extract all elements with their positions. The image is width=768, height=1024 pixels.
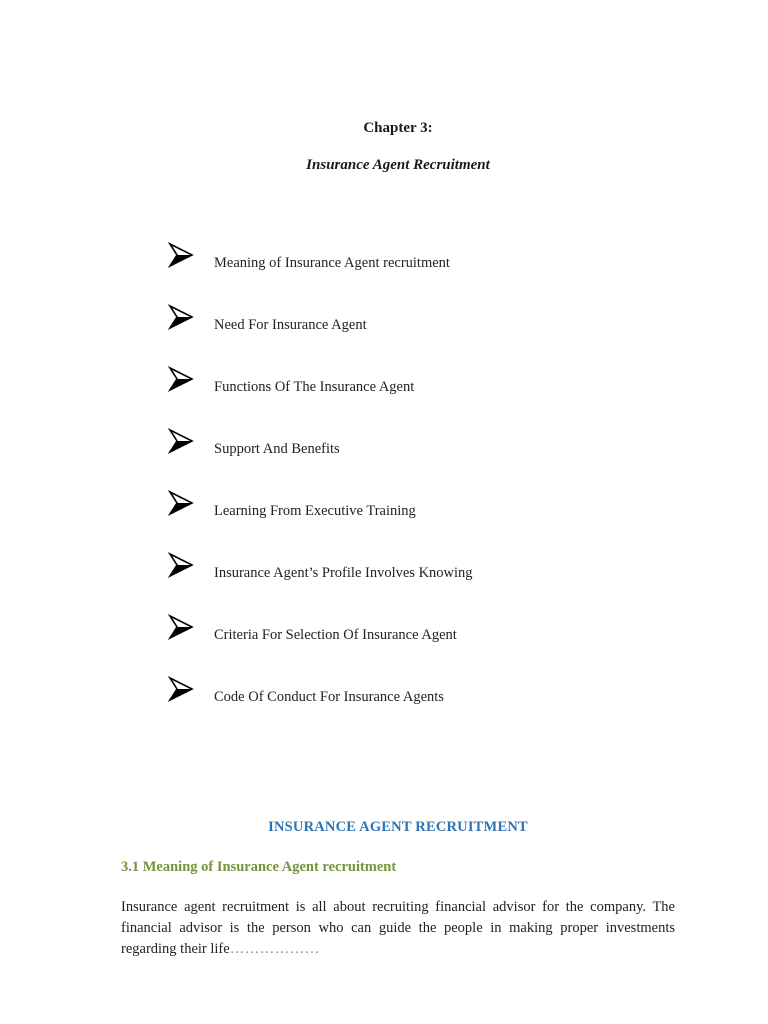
list-item-label: Insurance Agent’s Profile Involves Knowing xyxy=(214,565,473,581)
arrowhead-bullet-icon xyxy=(168,366,194,392)
ellipsis-dots: ……………… xyxy=(229,941,320,957)
list-item-label: Criteria For Selection Of Insurance Agent xyxy=(214,627,457,643)
chapter-title: Insurance Agent Recruitment xyxy=(306,157,490,173)
list-item-label: Code Of Conduct For Insurance Agents xyxy=(214,689,444,705)
paragraph-text: Insurance agent recruitment is all about recruiting financial advisor for the company. The financial advisor is the person who can guide the people in making proper investments regarding their life xyxy=(121,899,675,957)
list-item-label: Learning From Executive Training xyxy=(214,503,416,519)
arrowhead-bullet-icon xyxy=(168,242,194,268)
arrowhead-bullet-icon xyxy=(168,614,194,640)
arrowhead-bullet-icon xyxy=(168,676,194,702)
arrowhead-bullet-icon xyxy=(168,304,194,330)
body-paragraph xyxy=(121,897,675,960)
section-heading: INSURANCE AGENT RECRUITMENT xyxy=(268,819,528,835)
list-item-label: Need For Insurance Agent xyxy=(214,317,367,333)
list-item-label: Support And Benefits xyxy=(214,441,340,457)
arrowhead-bullet-icon xyxy=(168,490,194,516)
chapter-label: Chapter 3: xyxy=(363,120,433,136)
arrowhead-bullet-icon xyxy=(168,552,194,578)
arrowhead-bullet-icon xyxy=(168,428,194,454)
list-item-label: Functions Of The Insurance Agent xyxy=(214,379,415,395)
list-item-label: Meaning of Insurance Agent recruitment xyxy=(214,255,450,271)
subsection-heading: 3.1 Meaning of Insurance Agent recruitment xyxy=(121,859,397,875)
